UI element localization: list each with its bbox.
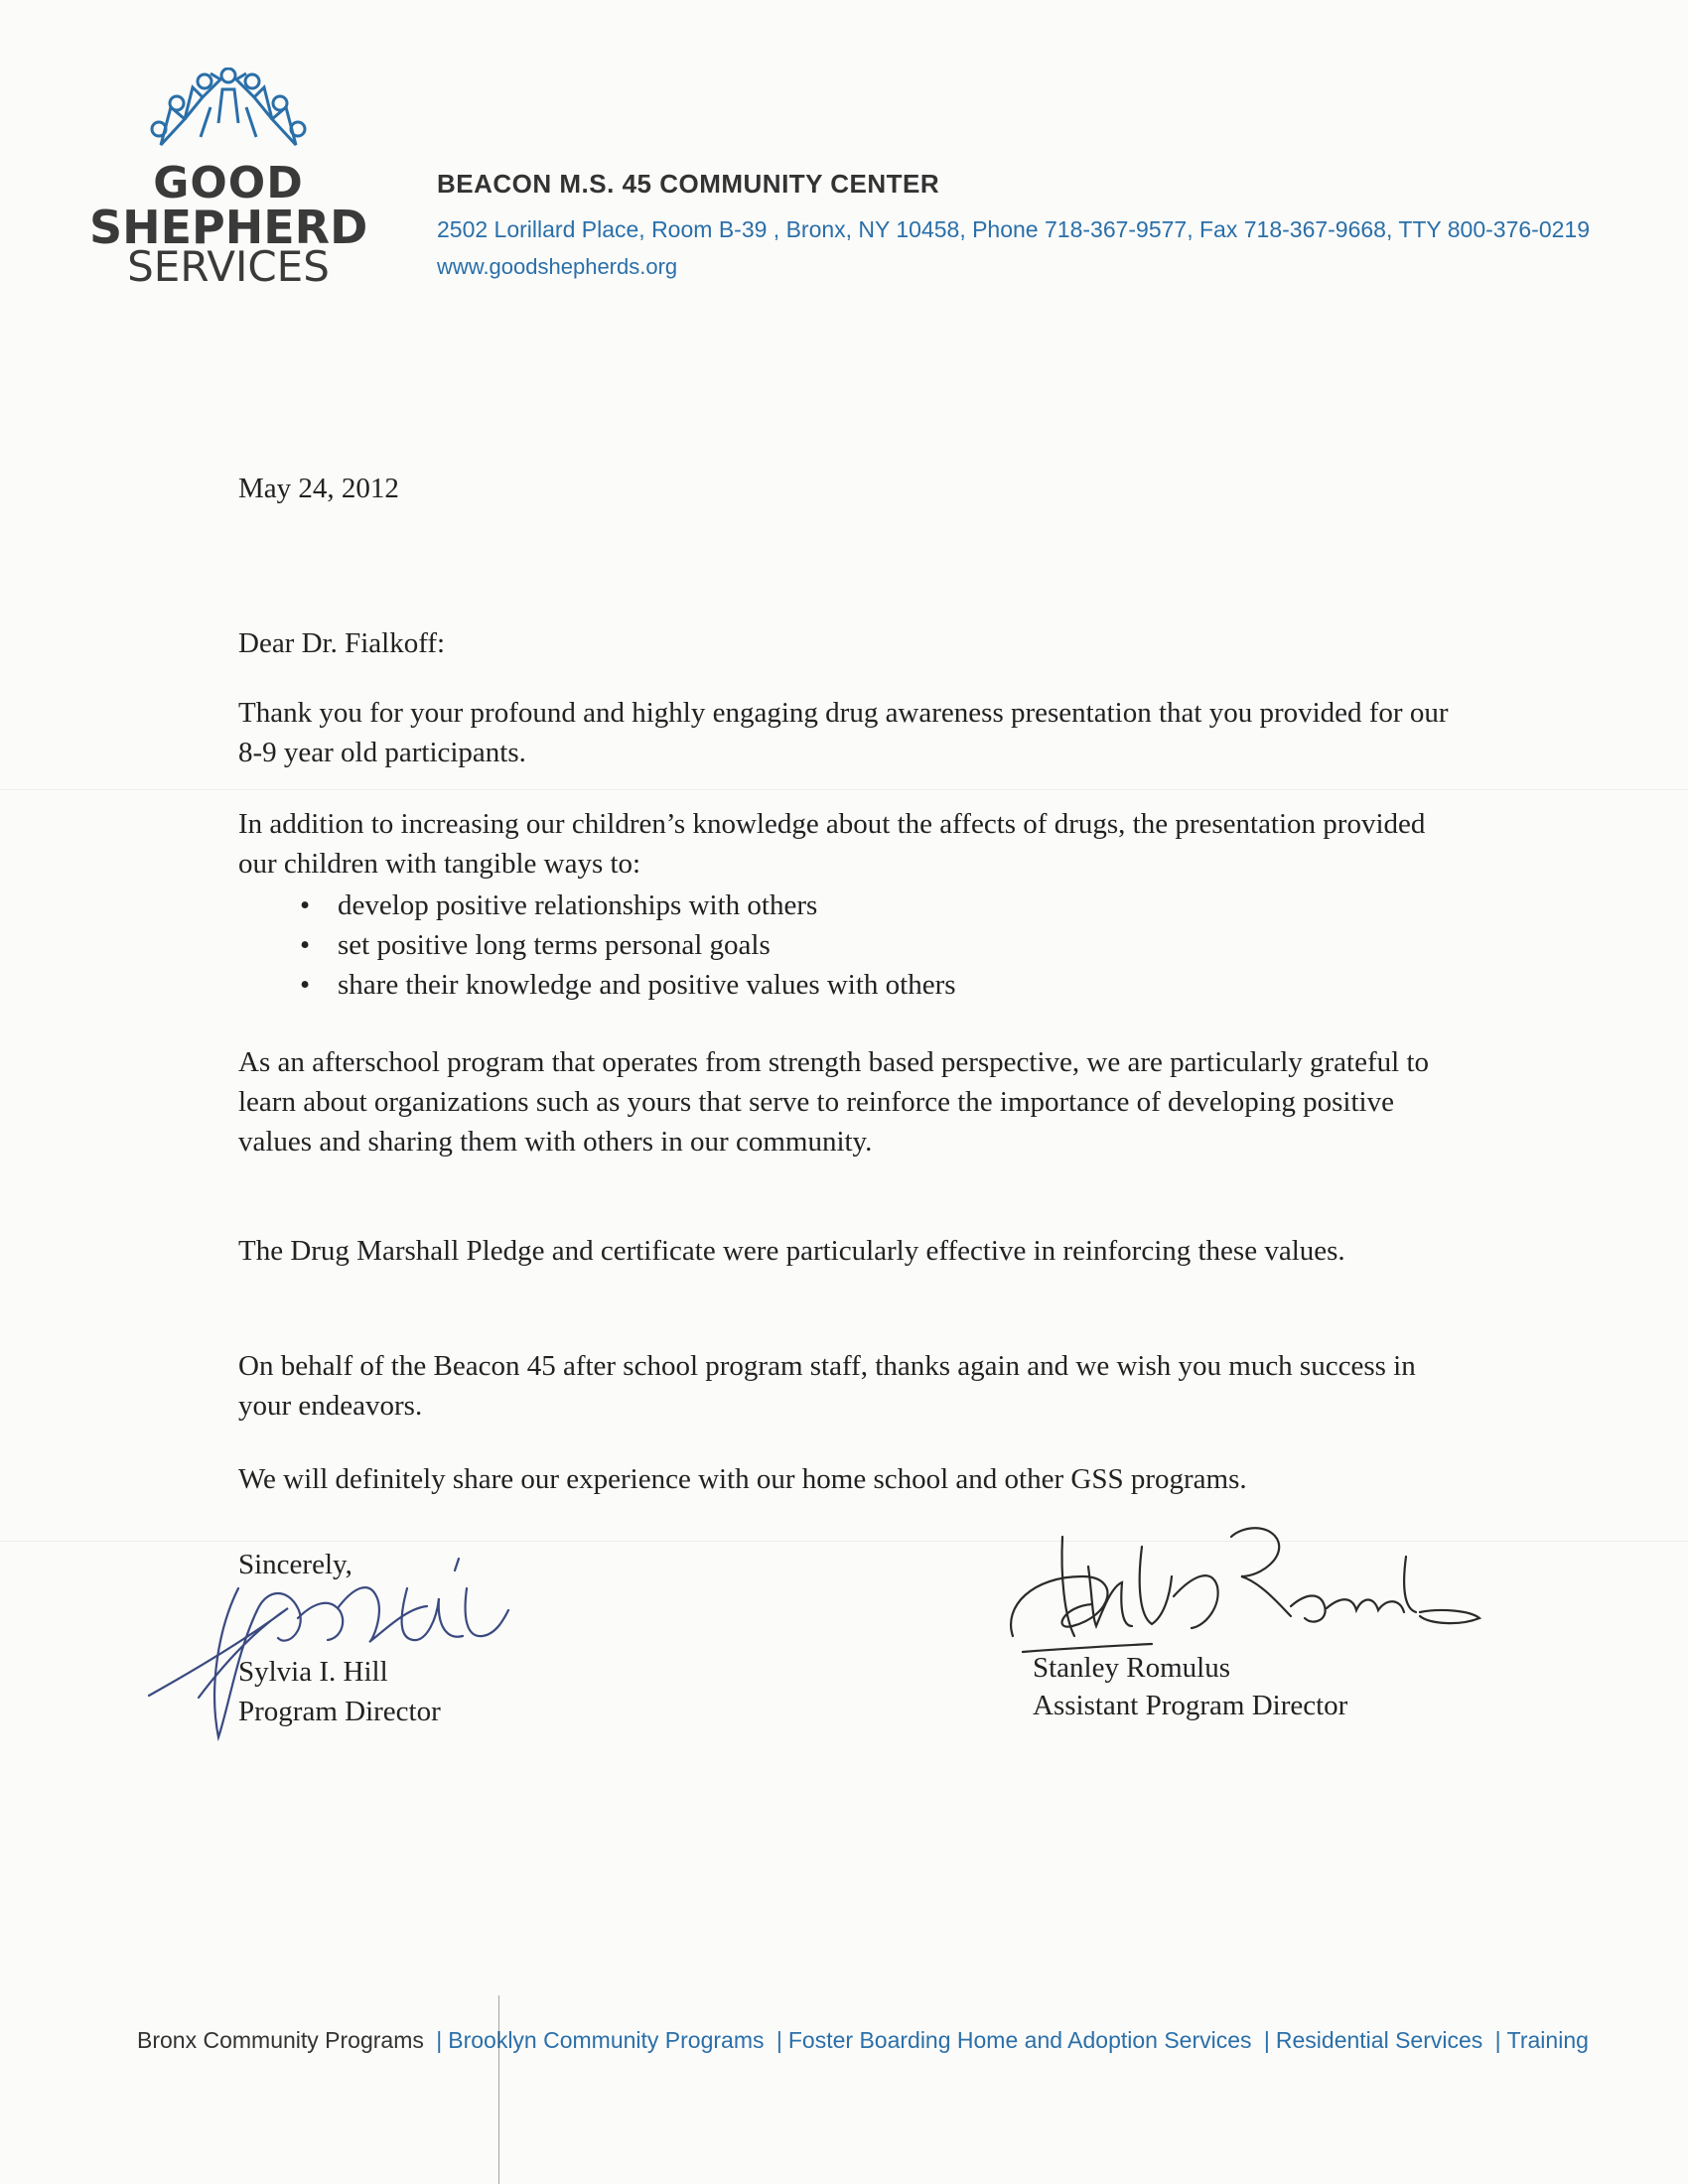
signatory-title: Program Director [238, 1696, 441, 1727]
letterhead-title: BEACON M.S. 45 COMMUNITY CENTER [437, 169, 940, 199]
closing: Sincerely, [238, 1549, 352, 1580]
footer-item: Brooklyn Community Programs [448, 2027, 765, 2053]
footer-item: Foster Boarding Home and Adoption Services [787, 2027, 1252, 2053]
paragraph-share: We will definitely share our experience with our home school and other GSS programs. [238, 1463, 1247, 1495]
benefits-list [298, 886, 956, 1005]
salutation: Dear Dr. Fialkoff: [238, 627, 446, 659]
footer-programs [137, 2027, 1589, 2054]
paragraph-afterschool: As an afterschool program that operates from strength based perspective, we are particularly grateful to learn about organizations such as yours that serve to reinforce the importance of developing positive values and sharing them with others in our community. [238, 1046, 1429, 1158]
logo-word-services: SERVICES [127, 242, 330, 291]
letterhead-address: 2502 Lorillard Place, Room B-39 , Bronx, NY 10458, Phone 718-367-9577, Fax 718-367-9668, TTY 800-376-0219 [437, 216, 1590, 242]
good-shepherd-logo [89, 68, 368, 291]
scan-fold-line [0, 1541, 1688, 1542]
letterhead-website: www.goodshepherds.org [437, 254, 678, 279]
list-item: • share their knowledge and positive values with others [298, 965, 956, 1005]
signatory-title: Assistant Program Director [1033, 1690, 1348, 1721]
paragraph-thanks: Thank you for your profound and highly engaging drug awareness presentation that you provided for our 8-9 year old participants. [238, 697, 1449, 768]
signatory-name: Stanley Romulus [1033, 1652, 1230, 1684]
logo-word-shepherd: SHEPHERD [89, 201, 368, 254]
footer-item: Training [1506, 2027, 1589, 2053]
footer-separator: | [436, 2027, 443, 2053]
list-item: • set positive long terms personal goals [298, 925, 956, 965]
paragraph-knowledge: In addition to increasing our children’s knowledge about the affects of drugs, the presentation provided our children with tangible ways to: [238, 808, 1426, 880]
scan-fold-line [0, 789, 1688, 790]
footer-separator: | [775, 2027, 782, 2053]
paragraph-pledge: The Drug Marshall Pledge and certificate were particularly effective in reinforcing these values. [238, 1235, 1345, 1267]
list-item: • develop positive relationships with others [298, 886, 956, 925]
footer-item: Residential Services [1275, 2027, 1483, 2053]
footer-separator: | [1263, 2027, 1270, 2053]
letter-date: May 24, 2012 [238, 473, 399, 504]
footer-item: Bronx Community Programs [137, 2027, 424, 2053]
people-circle-icon [141, 68, 316, 163]
scan-crease [498, 1995, 499, 2184]
footer-separator: | [1494, 2027, 1501, 2053]
signature-stanley-romulus [993, 1517, 1489, 1666]
logo-word-good: GOOD [153, 158, 304, 208]
paragraph-behalf: On behalf of the Beacon 45 after school program staff, thanks again and we wish you much success in your endeavors. [238, 1350, 1416, 1422]
signatory-name: Sylvia I. Hill [238, 1656, 388, 1688]
